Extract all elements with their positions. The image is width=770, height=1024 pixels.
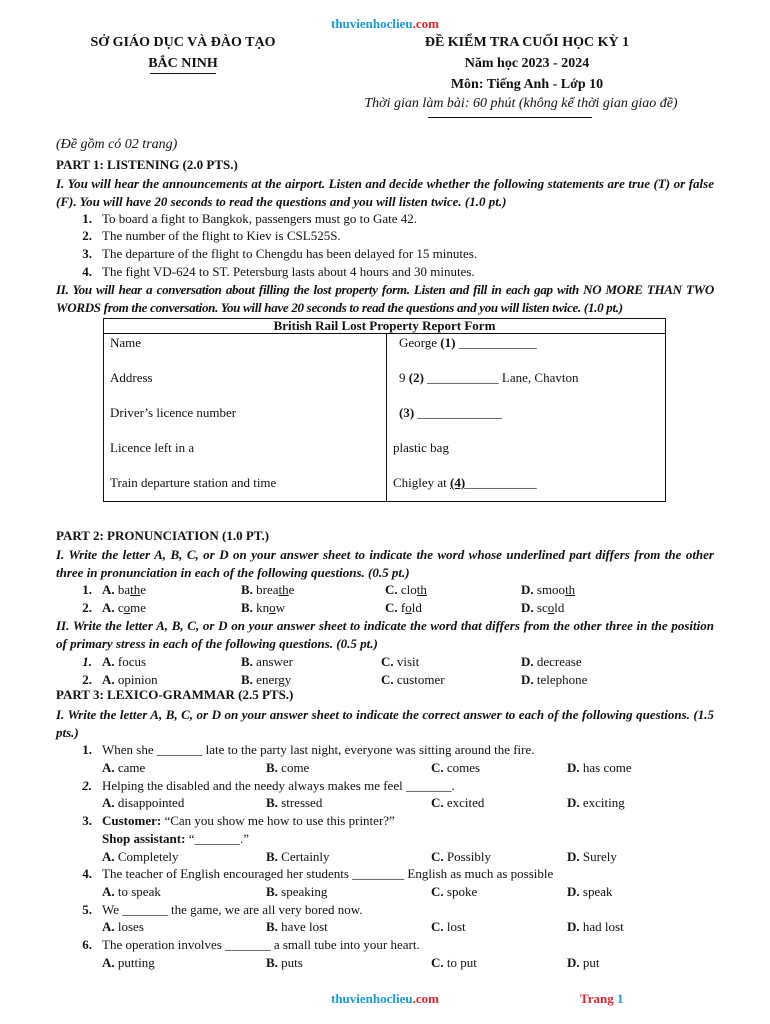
province-name: BẮC NINH	[148, 56, 218, 71]
school-year: Năm học 2023 - 2024	[464, 56, 590, 71]
question-options: A. putting B. puts C. to put D. put	[102, 955, 600, 970]
part1-title: PART 1: LISTENING (2.0 PTS.)	[56, 157, 238, 172]
question-stem: 3. Customer: “Can you show me how to use this printer?”	[82, 813, 395, 828]
question-dialogue: Shop assistant: “_______.”	[102, 831, 249, 846]
province-underline	[150, 73, 216, 74]
list-item: 3. The departure of the flight to Chengdu has been delayed for 15 minutes.	[82, 246, 478, 261]
part1-sec1-instruction: I. You will hear the announcements at the airport. Listen and decide whether the following statements are true (T) or false (F). You will have 20 seconds to read the questions and you will listen twice. (1.0 pt.)	[56, 176, 714, 209]
department-name: SỞ GIÁO DỤC VÀ ĐÀO TẠO	[90, 35, 276, 50]
question-options: A. disappointed B. stressed C. excited D. exciting	[102, 795, 625, 810]
pages-note: (Đề gồm có 02 trang)	[56, 137, 178, 152]
form-value: plastic bag	[393, 440, 449, 455]
form-labels	[104, 334, 387, 502]
question-row: 1. A. bathe B. breathe C. cloth D. smooth	[82, 582, 576, 597]
question-options: A. came B. come C. comes D. has come	[102, 760, 632, 775]
question-stem: 5. We _______ the game, we are all very bored now.	[82, 902, 363, 917]
form-value: 9 (2) ___________ Lane, Chavton	[399, 370, 579, 385]
list-item: 1. To board a fight to Bangkok, passengers must go to Gate 42.	[82, 211, 418, 226]
form-label: Name	[110, 335, 142, 350]
page-number: Trang 1	[580, 991, 624, 1006]
form-value: (3) _____________	[399, 405, 502, 420]
list-item: 4. The fight VD-624 to ST. Petersburg lasts about 4 hours and 30 minutes.	[82, 264, 475, 279]
part1-sec2-instruction: II. You will hear a conversation about filling the lost property form. Listen and fill in each gap with NO MORE THAN TWO WORDS from the conversation. You will have 20 seconds to read the questions and you will listen twice. (1.0 pt.)	[56, 282, 714, 315]
form-label: Train departure station and time	[110, 475, 277, 490]
form-value: Chigley at (4)___________	[393, 475, 537, 490]
subject: Môn: Tiếng Anh - Lớp 10	[450, 77, 604, 92]
part3-sec1-instruction: I. Write the letter A, B, C, or D on your answer sheet to indicate the correct answer to each of the following questions. (1.5 pts.)	[56, 707, 714, 740]
part2-sec1-instruction: I. Write the letter A, B, C, or D on your answer sheet to indicate the word whose underlined part differs from the other three in pronunciation in each of the following questions. (0.5 pt.)	[56, 547, 714, 580]
lost-property-form	[103, 318, 666, 502]
question-options: A. to speak B. speaking C. spoke D. speak	[102, 884, 613, 899]
form-title: British Rail Lost Property Report Form	[104, 319, 666, 334]
form-value: George (1) ____________	[399, 335, 537, 350]
part3-title: PART 3: LEXICO-GRAMMAR (2.5 PTS.)	[56, 687, 294, 702]
time-allowed: Thời gian làm bài: 60 phút (không kể thời gian giao đề)	[364, 96, 678, 111]
form-label: Driver’s licence number	[110, 405, 237, 420]
site-watermark-top: thuvienhoclieu.com	[331, 16, 439, 31]
question-row: 2. A. come B. know C. fold D. scold	[82, 600, 565, 615]
question-stem: 6. The operation involves _______ a small tube into your heart.	[82, 937, 420, 952]
exam-title: ĐỀ KIỂM TRA CUỐI HỌC KỲ 1	[424, 35, 630, 50]
question-row: 1. A. focus B. answer C. visit D. decrease	[82, 654, 582, 669]
question-row: 2. A. opinion B. energy C. customer D. telephone	[82, 672, 588, 687]
header-divider	[428, 117, 592, 118]
question-stem: 4. The teacher of English encouraged her students ________ English as much as possible	[82, 866, 554, 881]
question-stem: 2. Helping the disabled and the needy always makes me feel _______.	[82, 778, 455, 793]
form-values	[387, 334, 666, 502]
site-watermark-bottom: thuvienhoclieu.com	[331, 991, 439, 1006]
form-label: Address	[110, 370, 153, 385]
question-options: A. Completely B. Certainly C. Possibly D. Surely	[102, 849, 617, 864]
list-item: 2. The number of the flight to Kiev is CSL525S.	[82, 228, 341, 243]
question-stem: 1. When she _______ late to the party last night, everyone was sitting around the fire.	[82, 742, 535, 757]
question-options: A. loses B. have lost C. lost D. had lost	[102, 919, 624, 934]
form-label: Licence left in a	[110, 440, 195, 455]
part2-title: PART 2: PRONUNCIATION (1.0 PT.)	[56, 528, 270, 543]
part2-sec2-instruction: II. Write the letter A, B, C, or D on your answer sheet to indicate the word that differs from the other three in the position of primary stress in each of the following questions. (0.5 pt.)	[56, 618, 714, 651]
